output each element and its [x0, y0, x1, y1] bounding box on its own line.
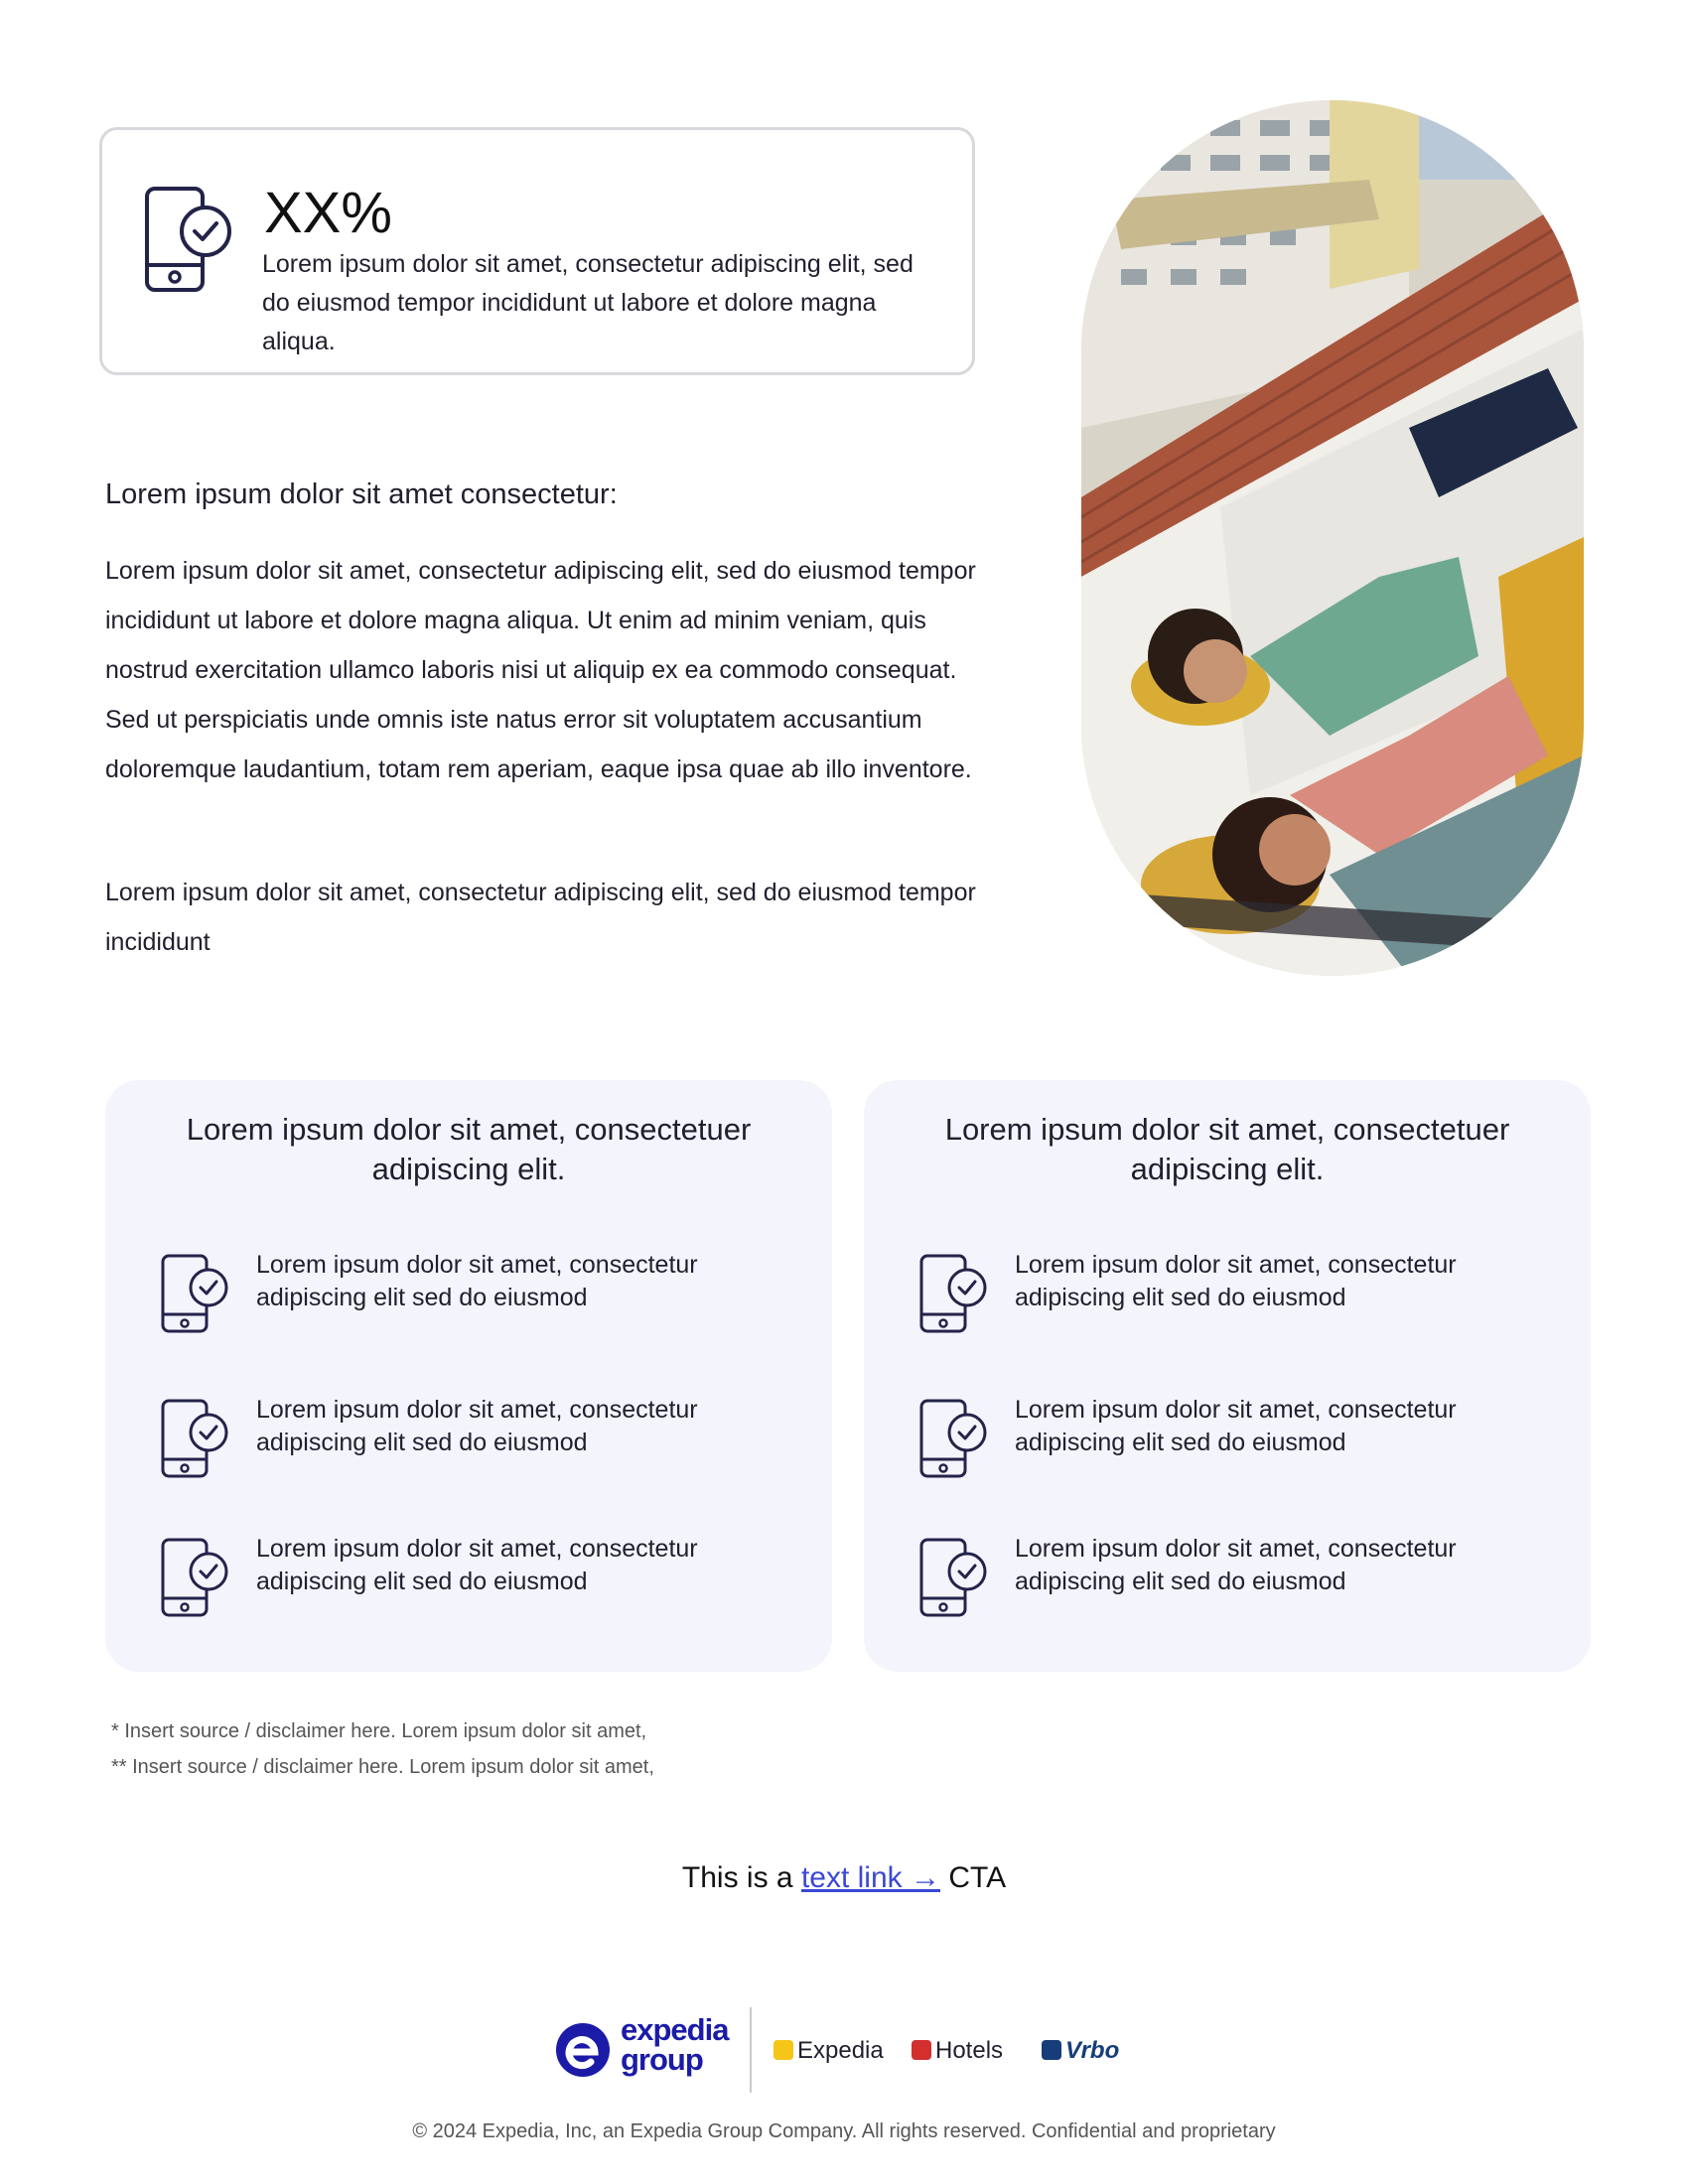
card-heading: Lorem ipsum dolor sit amet, consectetuer adipiscing elit.	[944, 1112, 1510, 1186]
expedia-badge-icon	[774, 2040, 793, 2060]
body-paragraph-1: Lorem ipsum dolor sit amet, consectetur adipiscing elit, sed do eiusmod tempor incididunt ut labore et dolore magna aliqua. Ut enim ad minim veniam, quis nostrud exercitation ullamco laboris nisi ut aliquip ex ea commodo consequat. Sed ut perspiciatis unde omnis iste natus error sit voluptatem accusantium doloremque laudantium, totam rem aperiam, eaque ipsa quae ab illo inventore.	[105, 557, 976, 783]
copyright: © 2024 Expedia, Inc, an Expedia Group Company. All rights reserved. Confidential and proprietary	[412, 2120, 1276, 2142]
phone-check-icon	[918, 1398, 990, 1479]
cta-text-link[interactable]: text link →	[800, 1861, 940, 1894]
feature-item: Lorem ipsum dolor sit amet, consectetur adipiscing elit sed do eiusmod	[256, 1396, 698, 1456]
feature-card-right	[864, 1080, 1591, 1672]
hotels-badge-icon	[912, 2040, 931, 2060]
expedia-group-logo-icon	[555, 2022, 611, 2078]
feature-item: Lorem ipsum dolor sit amet, consectetur adipiscing elit sed do eiusmod	[1015, 1535, 1457, 1595]
phone-check-icon	[160, 1537, 231, 1618]
footnote: ** Insert source / disclaimer here. Lorem ipsum dolor sit amet,	[111, 1756, 654, 1778]
phone-check-icon	[160, 1253, 231, 1334]
card-heading: Lorem ipsum dolor sit amet, consectetuer adipiscing elit.	[186, 1112, 752, 1186]
brand-logos	[551, 2005, 1137, 2095]
feature-item: Lorem ipsum dolor sit amet, consectetur adipiscing elit sed do eiusmod	[256, 1251, 698, 1311]
phone-check-icon	[144, 186, 233, 293]
stat-description: Lorem ipsum dolor sit amet, consectetur adipiscing elit, sed do eiusmod tempor incididunt ut labore et dolore magna aliqua.	[262, 250, 914, 355]
footnote: * Insert source / disclaimer here. Lorem ipsum dolor sit amet,	[111, 1720, 647, 1742]
cta-line	[0, 1858, 1688, 1898]
stat-card	[99, 127, 975, 375]
feature-item: Lorem ipsum dolor sit amet, consectetur adipiscing elit sed do eiusmod	[1015, 1251, 1457, 1311]
vrbo-badge-icon	[1042, 2040, 1061, 2060]
feature-item: Lorem ipsum dolor sit amet, consectetur adipiscing elit sed do eiusmod	[1015, 1396, 1457, 1456]
phone-check-icon	[918, 1537, 990, 1618]
expedia-logo	[774, 2038, 884, 2064]
expedia-group-wordmark: expedia group	[621, 2012, 729, 2077]
feature-card-left	[105, 1080, 832, 1672]
cta-prefix: This is a	[681, 1861, 801, 1894]
rooftop-couple-photo	[1081, 100, 1584, 976]
vrbo-logo	[1042, 2038, 1119, 2064]
cta-suffix: CTA	[939, 1861, 1007, 1894]
phone-check-icon	[160, 1398, 231, 1479]
expedia-wordmark: Expedia	[797, 2037, 884, 2064]
hotels-wordmark: Hotels	[935, 2037, 1004, 2064]
phone-check-icon	[918, 1253, 990, 1334]
section-subheading: Lorem ipsum dolor sit amet consectetur:	[105, 478, 618, 510]
body-paragraph-2: Lorem ipsum dolor sit amet, consectetur adipiscing elit, sed do eiusmod tempor incididunt	[105, 879, 976, 956]
feature-item: Lorem ipsum dolor sit amet, consectetur adipiscing elit sed do eiusmod	[256, 1535, 698, 1595]
vrbo-wordmark: Vrbo	[1065, 2037, 1120, 2064]
logo-divider	[750, 2007, 752, 2093]
hotels-logo	[912, 2038, 1003, 2064]
stat-value: XX%	[264, 181, 392, 245]
